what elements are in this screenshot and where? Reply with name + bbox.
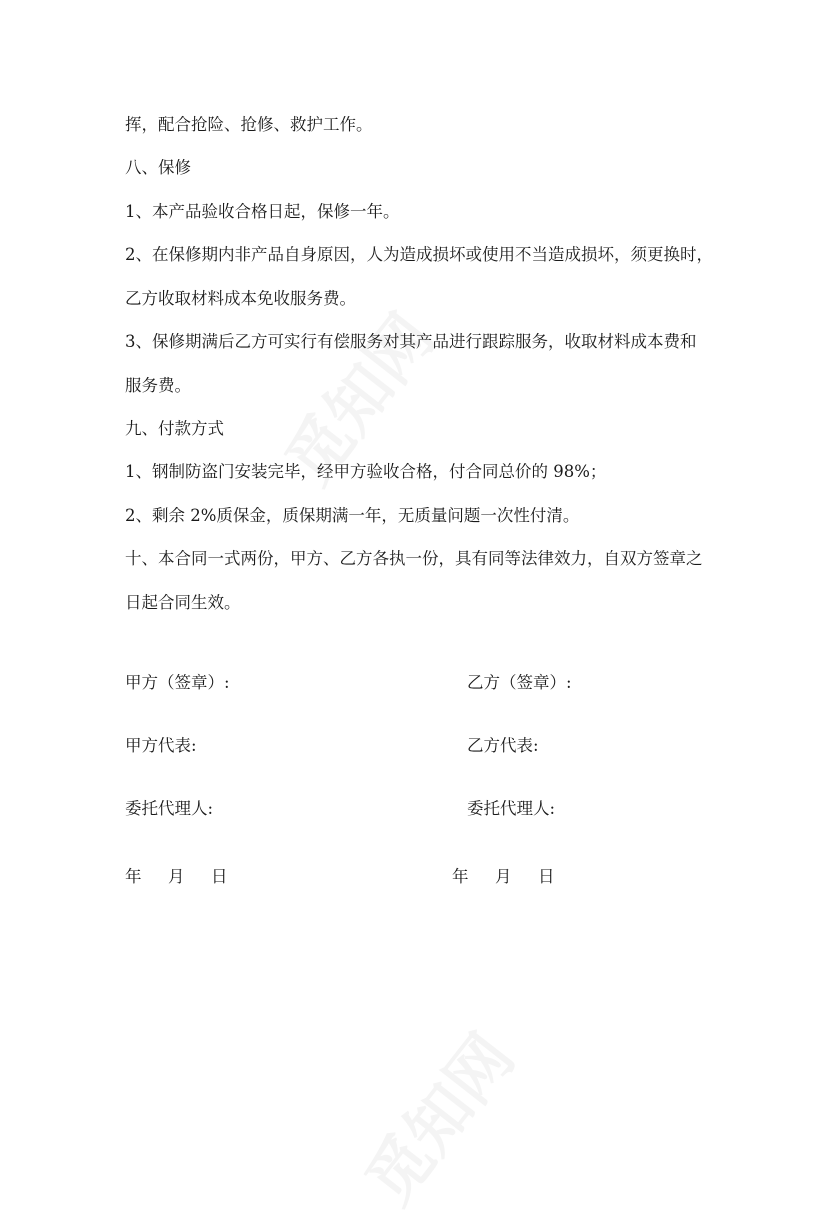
section-heading-warranty: 八、保修 (125, 158, 191, 177)
day-label: 日 (211, 867, 228, 886)
month-label: 月 (495, 867, 512, 886)
text-line: 乙方收取材料成本免收服务费。 (125, 289, 356, 308)
text-line: 3、保修期满后乙方可实行有偿服务对其产品进行跟踪服务，收取材料成本费和 (125, 332, 697, 351)
party-b-agent-label: 委托代理人: (467, 799, 556, 818)
text-line: 2、在保修期内非产品自身原因，人为造成损坏或使用不当造成损坏，须更换时， (125, 245, 713, 264)
text-line: 1、本产品验收合格日起，保修一年。 (125, 202, 400, 221)
party-b-date (452, 865, 555, 889)
party-a-agent-label: 委托代理人: (125, 799, 214, 818)
party-a-seal-label: 甲方（签章）: (125, 673, 230, 692)
party-b-rep-label: 乙方代表: (467, 736, 539, 755)
watermark (341, 1012, 532, 1220)
text-line: 日起合同生效。 (125, 593, 241, 612)
year-label: 年 (452, 867, 469, 886)
party-a-date (125, 865, 228, 889)
text-line: 2、剩余 2%质保金，质保期满一年，无质量问题一次性付清。 (125, 506, 580, 525)
text-line: 1、钢制防盗门安装完毕，经甲方验收合格，付合同总价的 98%； (125, 462, 607, 481)
text-line: 服务费。 (125, 376, 191, 395)
party-b-seal-label: 乙方（签章）: (467, 673, 572, 692)
party-a-rep-label: 甲方代表: (125, 736, 197, 755)
text-line: 十、本合同一式两份，甲方、乙方各执一份，具有同等法律效力，自双方签章之 (125, 549, 703, 568)
section-heading-payment: 九、付款方式 (125, 419, 224, 438)
text-line: 挥，配合抢险、抢修、救护工作。 (125, 115, 373, 134)
month-label: 月 (168, 867, 185, 886)
year-label: 年 (125, 867, 142, 886)
day-label: 日 (538, 867, 555, 886)
